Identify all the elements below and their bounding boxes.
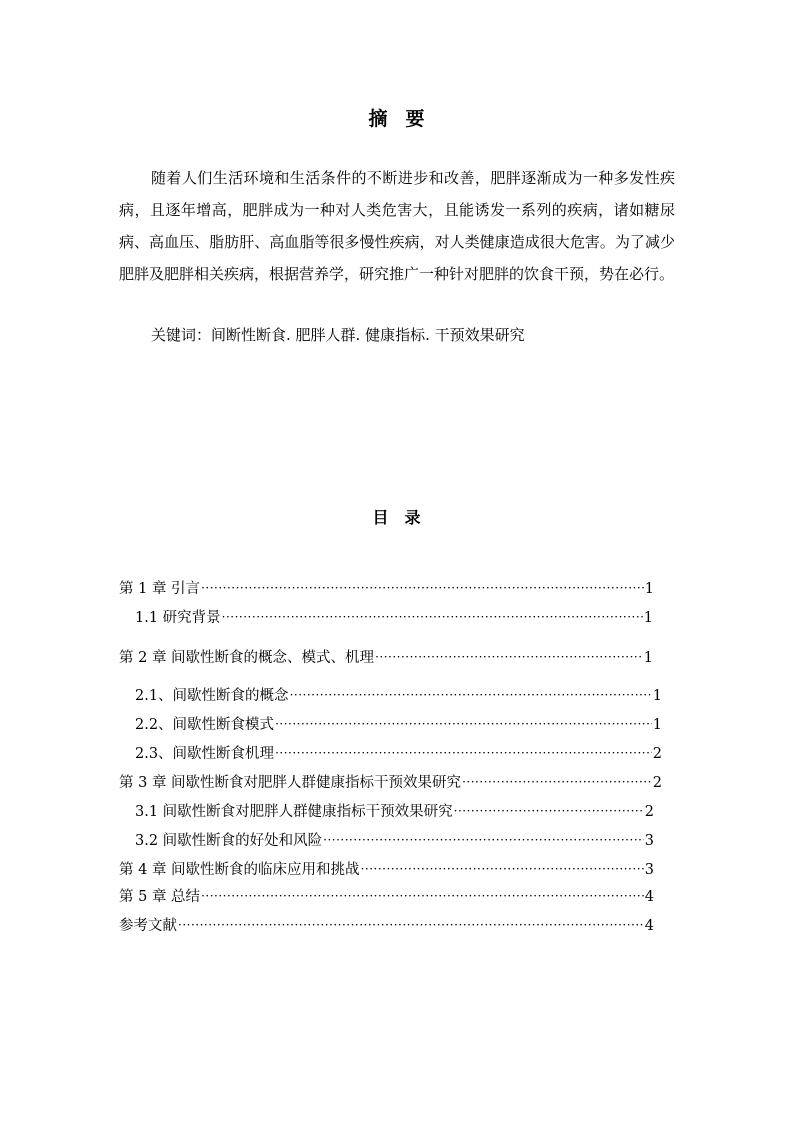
toc-entry-page: 4 (644, 918, 654, 934)
toc-entry-label: 3.1 间歇性断食对肥胖人群健康指标干预效果研究 (135, 804, 453, 820)
toc-entry-references[interactable] (119, 915, 654, 937)
toc-entry-chapter-1[interactable] (119, 578, 654, 600)
toc-entry-label: 第 5 章 总结 (119, 889, 201, 905)
toc-entry-chapter-5[interactable] (119, 886, 654, 908)
toc-entry-label: 第 4 章 间歇性断食的临床应用和挑战 (119, 862, 360, 878)
toc-entry-chapter-4[interactable] (119, 859, 654, 881)
toc-entry-page: 1 (644, 581, 654, 597)
toc-entry-label: 2.2、间歇性断食模式 (135, 717, 275, 733)
toc-entry-3-2[interactable] (135, 830, 654, 852)
toc-entry-page: 1 (643, 610, 653, 626)
toc-leader-dots (222, 606, 643, 628)
toc-leader-dots (462, 771, 652, 793)
toc-leader-dots (361, 858, 644, 880)
toc-entry-2-1[interactable] (135, 685, 662, 707)
toc-entry-label: 第 1 章 引言 (119, 581, 201, 597)
toc-title: 目录 (372, 508, 437, 527)
toc-leader-dots (201, 885, 644, 907)
toc-leader-dots (275, 742, 652, 764)
toc-leader-dots (454, 800, 644, 822)
abstract-title: 摘要 (368, 108, 443, 130)
toc-entry-page: 3 (644, 862, 654, 878)
toc-entry-page: 1 (652, 717, 662, 733)
toc-entry-label: 3.2 间歇性断食的好处和风险 (135, 833, 323, 849)
toc-leader-dots (323, 829, 644, 851)
toc-leader-dots (275, 713, 652, 735)
toc-entry-page: 2 (652, 746, 662, 762)
toc-entry-chapter-3[interactable] (119, 772, 662, 794)
toc-entry-chapter-2[interactable] (119, 647, 653, 669)
toc-leader-dots (375, 646, 643, 668)
toc-entry-label: 参考文献 (119, 918, 177, 934)
toc-entry-1-1[interactable] (135, 607, 653, 629)
toc-entry-2-2[interactable] (135, 714, 662, 736)
keywords: 关键词：间断性断食. 肥胖人群. 健康指标. 干预效果研究 (151, 326, 525, 344)
toc-entry-label: 1.1 研究背景 (135, 610, 221, 626)
toc-entry-label: 第 3 章 间歇性断食对肥胖人群健康指标干预效果研究 (119, 775, 462, 791)
toc-entry-3-1[interactable] (135, 801, 654, 823)
toc-leader-dots (290, 684, 652, 706)
toc-entry-page: 2 (652, 775, 662, 791)
toc-entry-page: 1 (652, 688, 662, 704)
toc-entry-page: 3 (644, 833, 654, 849)
toc-entry-label: 2.1、间歇性断食的概念 (135, 688, 289, 704)
toc-entry-label: 2.3、间歇性断食机理 (135, 746, 275, 762)
toc-entry-2-3[interactable] (135, 743, 662, 765)
toc-leader-dots (201, 577, 644, 599)
toc-entry-label: 第 2 章 间歇性断食的概念、模式、机理 (119, 650, 375, 666)
toc-entry-page: 1 (643, 650, 653, 666)
toc-entry-page: 2 (644, 804, 654, 820)
abstract-body: 随着人们生活环境和生活条件的不断进步和改善，肥胖逐渐成为一种多发性疾病，且逐年增高，肥胖成为一种对人类危害大，且能诱发一系列的疾病，诸如糖尿病、高血压、脂肪肝、高血脂等很多慢性疾病，对人类健康造成很大危害。为了减少肥胖及肥胖相关疾病，根据营养学，研究推广一种针对肥胖的饮食干预，势在必行。 (119, 169, 675, 283)
toc-entry-page: 4 (644, 889, 654, 905)
toc-leader-dots (178, 914, 644, 936)
